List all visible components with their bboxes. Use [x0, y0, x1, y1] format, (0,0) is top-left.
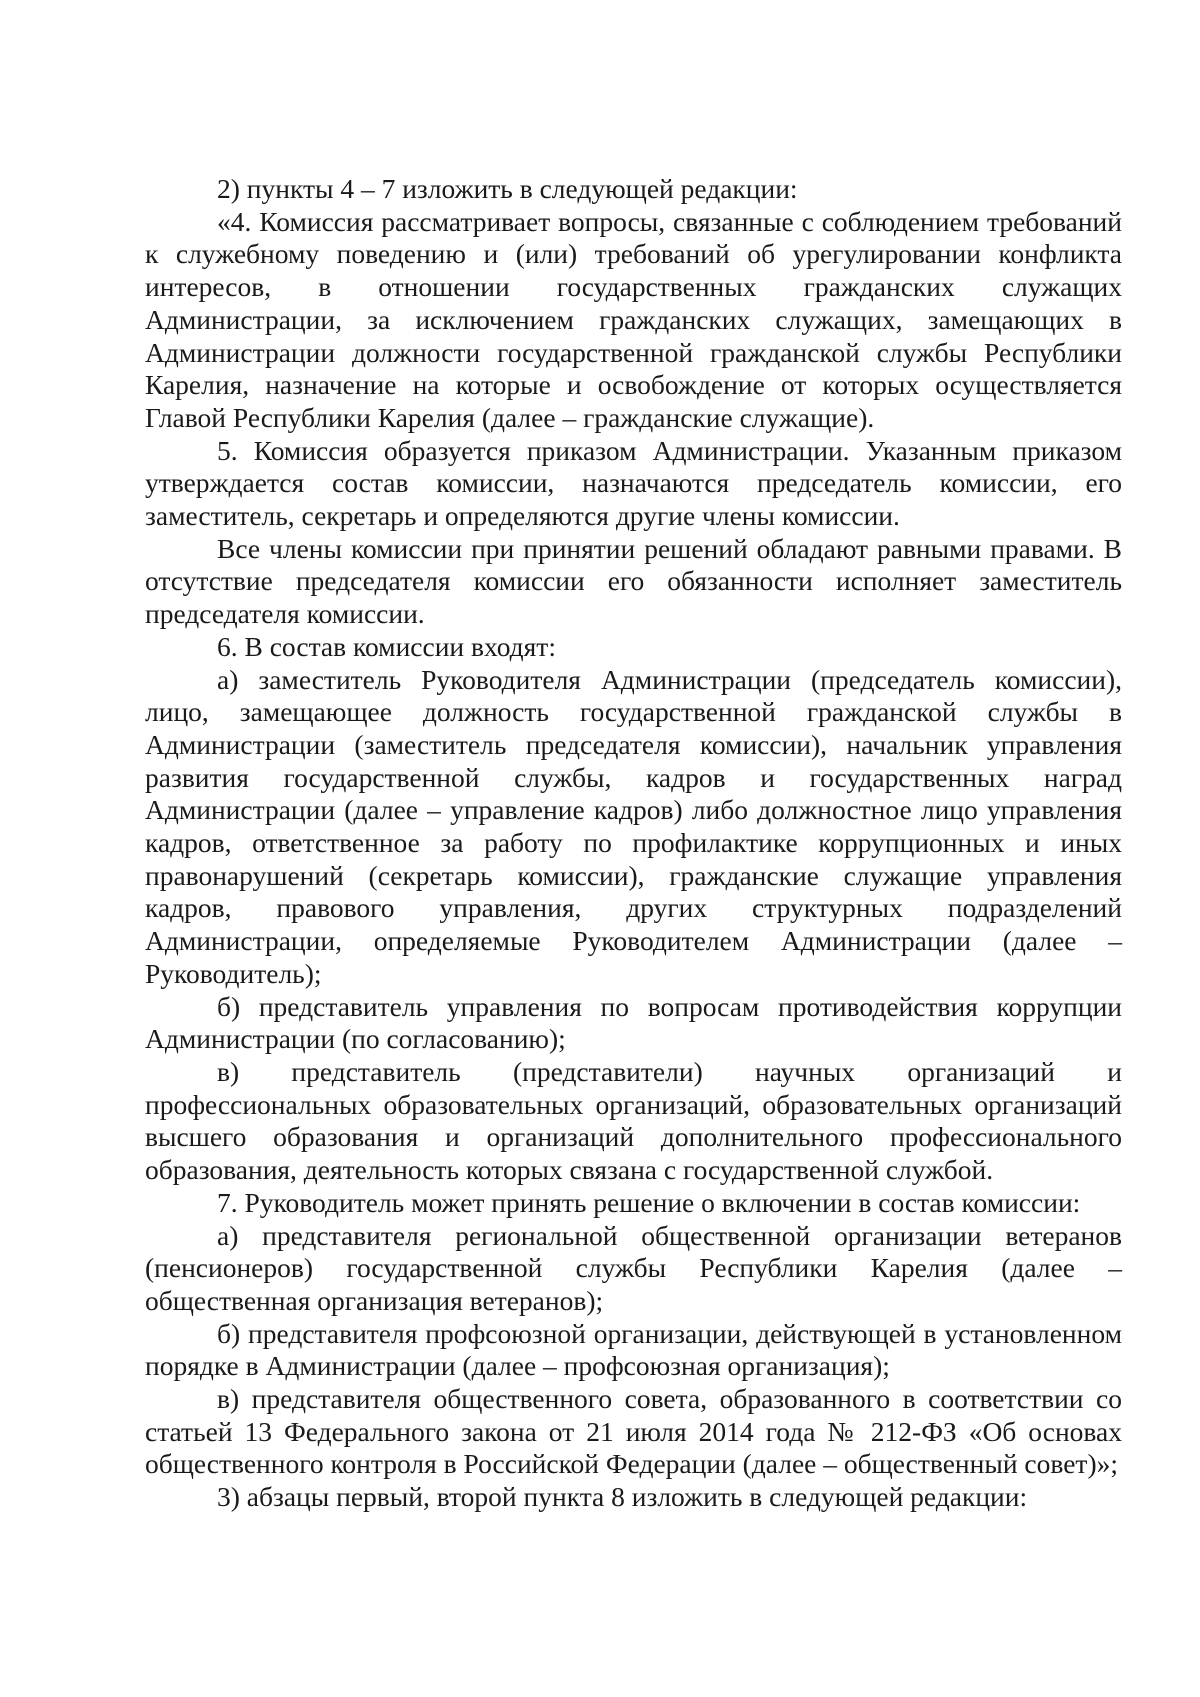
- paragraph-item-7a: а) представителя региональной общественной организации ветеранов (пенсионеров) государственной службы Республики Карелия (далее – общественная организация ветеранов);: [145, 1219, 1122, 1316]
- document-body: [145, 173, 1122, 1514]
- paragraph-item-6a: а) заместитель Руководителя Администрации (председатель комиссии), лицо, замещающее должность государственной гражданской службы в Администрации (заместитель председателя комиссии), начальник управления развития государственной службы, кадров и государственных наград Администрации (далее – управление кадров) либо должностное лицо управления кадров, ответственное за работу по профилактике коррупционных и иных правонарушений (секретарь комиссии), гражданские служащие управления кадров, правового управления, других структурных подразделений Администрации, определяемые Руководителем Администрации (далее – Руководитель);: [145, 663, 1122, 989]
- paragraph-item-3: 3) абзацы первый, второй пункта 8 изложить в следующей редакции:: [217, 1481, 1028, 1513]
- paragraph-item-2: 2) пункты 4 – 7 изложить в следующей редакции:: [217, 173, 798, 204]
- paragraph-item-6: 6. В состав комиссии входят:: [217, 630, 556, 662]
- paragraph-item-7v: в) представителя общественного совета, образованного в соответствии со статьей 13 Федерального закона от 21 июля 2014 года № 212-ФЗ «Об основах общественного контроля в Российской Федерации (далее – общественный совет)»;: [145, 1383, 1122, 1480]
- paragraph-item-6b: б) представитель управления по вопросам противодействия коррупции Администрации (по согласованию);: [145, 990, 1122, 1055]
- paragraph-item-6v: в) представитель (представители) научных организаций и профессиональных образовательных организаций, образовательных организаций высшего образования и организаций дополнительного профессионального образования, деятельность которых связана с государственной службой.: [145, 1055, 1122, 1186]
- paragraph-members-rights: Все члены комиссии при принятии решений обладают равными правами. В отсутствие председателя комиссии его обязанности исполняет заместитель председателя комиссии.: [145, 532, 1122, 630]
- paragraph-item-7b: б) представителя профсоюзной организации, действующей в установленном порядке в Администрации (далее – профсоюзная организация);: [145, 1317, 1122, 1382]
- paragraph-item-5: 5. Комиссия образуется приказом Администрации. Указанным приказом утверждается состав комиссии, назначаются председатель комиссии, его заместитель, секретарь и определяются другие члены комиссии.: [145, 434, 1122, 532]
- paragraph-item-4: «4. Комиссия рассматривает вопросы, связанные с соблюдением требований к служебному поведению и (или) требований об урегулировании конфликта интересов, в отношении государственных гражданских служащих Администрации, за исключением гражданских служащих, замещающих в Администрации должности государственной гражданской службы Республики Карелия, назначение на которые и освобождение от которых осуществляется Главой Республики Карелия (далее – гражданские служащие).: [145, 205, 1122, 433]
- paragraph-item-7: 7. Руководитель может принять решение о включении в состав комиссии:: [217, 1186, 1081, 1218]
